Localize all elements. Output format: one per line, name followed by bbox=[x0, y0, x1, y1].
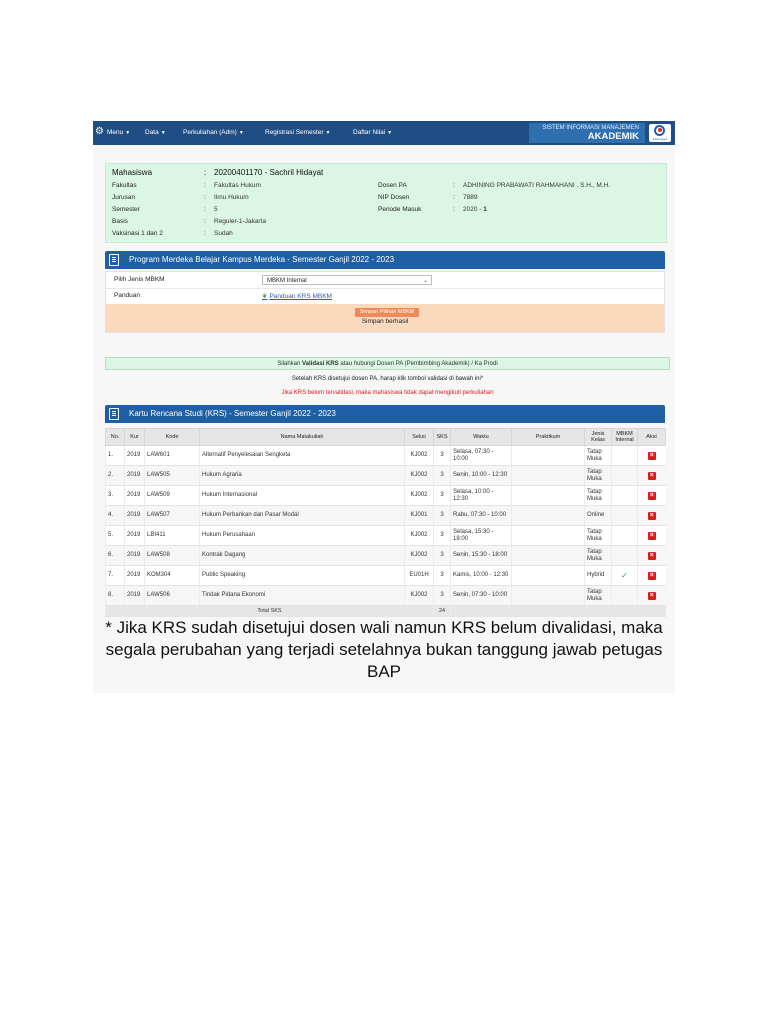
header-mbkm: MBKM Internal bbox=[612, 429, 638, 446]
panduan-label: Panduan bbox=[114, 292, 141, 299]
header-sks: SKS bbox=[434, 429, 451, 446]
screenshot-frame bbox=[93, 121, 675, 693]
student-info-panel bbox=[105, 163, 667, 243]
table-row bbox=[106, 586, 666, 606]
cell-kur: 2019 bbox=[125, 586, 145, 606]
cell-praktikum bbox=[512, 566, 585, 586]
cell-aksi bbox=[638, 546, 666, 566]
form-icon bbox=[109, 408, 119, 420]
cell-praktikum bbox=[512, 486, 585, 506]
colon: : bbox=[204, 194, 206, 201]
cell-sks: 3 bbox=[434, 466, 451, 486]
cell-nama: Tindak Pidana Ekonomi bbox=[200, 586, 405, 606]
header-jenis-kelas: Jenis Kelas bbox=[585, 429, 612, 446]
semester-label: Semester bbox=[112, 206, 140, 213]
nip-label: NIP Dosen bbox=[378, 194, 410, 201]
cell-kur: 2019 bbox=[125, 546, 145, 566]
mbkm-panel-body bbox=[105, 271, 665, 333]
cell-praktikum bbox=[512, 446, 585, 466]
colon: : bbox=[204, 230, 206, 237]
nav-perkuliahan[interactable] bbox=[183, 121, 244, 145]
cell-no: 4. bbox=[106, 506, 125, 526]
cell-waktu: Selasa, 15:30 - 18:00 bbox=[451, 526, 512, 546]
table-row bbox=[106, 566, 666, 586]
nav-perkuliahan-label: Perkuliahan (Adm) bbox=[183, 129, 237, 136]
cell-seksi: KJ002 bbox=[405, 486, 434, 506]
table-row bbox=[106, 526, 666, 546]
total-sks-label: Total SKS bbox=[106, 606, 434, 617]
total-row bbox=[106, 606, 666, 617]
cell-kode: LAW509 bbox=[145, 486, 200, 506]
colon: : bbox=[204, 218, 206, 225]
cell-no: 6. bbox=[106, 546, 125, 566]
panduan-link-text: Panduan KRS MBKM bbox=[269, 293, 332, 300]
nav-daftar-nilai-label: Daftar Nilai bbox=[353, 129, 386, 136]
cell-nama: Hukum Internasional bbox=[200, 486, 405, 506]
cell-aksi bbox=[638, 466, 666, 486]
cell-sks: 3 bbox=[434, 506, 451, 526]
colon: : bbox=[204, 182, 206, 189]
colon: : bbox=[204, 206, 206, 213]
cell-sks: 3 bbox=[434, 486, 451, 506]
panduan-link[interactable] bbox=[262, 292, 332, 300]
table-row bbox=[106, 546, 666, 566]
colon: : bbox=[453, 182, 455, 189]
cell-mbkm bbox=[612, 486, 638, 506]
periode-label: Periode Masuk bbox=[378, 206, 422, 213]
cell-jenis-kelas: Tatap Muka bbox=[585, 446, 612, 466]
krs-panel-title: Kartu Rencana Studi (KRS) - Semester Ganjil 2022 - 2023 bbox=[129, 409, 336, 418]
approval-note: Setelah KRS disetujui dosen PA, harap klik tombol validasi di bawah ini* bbox=[291, 376, 484, 382]
total-sks-value: 24 bbox=[434, 606, 451, 617]
colon: : bbox=[204, 168, 207, 177]
cell-kode: LAW508 bbox=[145, 546, 200, 566]
colon: : bbox=[453, 194, 455, 201]
cell-waktu: Selasa, 10:00 - 12:30 bbox=[451, 486, 512, 506]
warning-note: Jika KRS belum tervalidasi, maka mahasiswa tidak dapat mengikuti perkuliahan bbox=[281, 390, 494, 396]
cell-jenis-kelas: Hybrid bbox=[585, 566, 612, 586]
nav-registrasi-label: Registrasi Semester bbox=[265, 129, 324, 136]
delete-icon[interactable]: × bbox=[649, 591, 654, 599]
university-logo bbox=[649, 124, 671, 142]
cell-no: 1. bbox=[106, 446, 125, 466]
cell-waktu: Selasa, 07:30 - 10:00 bbox=[451, 446, 512, 466]
header-seksi: Seksi bbox=[405, 429, 434, 446]
cell-aksi bbox=[638, 506, 666, 526]
cell-seksi: EU01H bbox=[405, 566, 434, 586]
cell-kode: LAW506 bbox=[145, 586, 200, 606]
basis-value: Reguler-1-Jakarta bbox=[214, 218, 267, 225]
cell-nama: Public Speaking bbox=[200, 566, 405, 586]
cell-kur: 2019 bbox=[125, 566, 145, 586]
cell-praktikum bbox=[512, 546, 585, 566]
delete-icon[interactable]: × bbox=[649, 551, 654, 559]
leaf-icon: ❦ bbox=[262, 293, 268, 300]
jurusan-value: Ilmu Hukum bbox=[214, 194, 249, 201]
cell-nama: Kontrak Dagang bbox=[200, 546, 405, 566]
cell-waktu: Rabu, 07:30 - 10:00 bbox=[451, 506, 512, 526]
cell-waktu: Senin, 15:30 - 18:00 bbox=[451, 546, 512, 566]
system-name-line2: AKADEMIK bbox=[587, 131, 639, 142]
mbkm-panel-title: Program Merdeka Belajar Kampus Merdeka - Semester Ganjil 2022 - 2023 bbox=[129, 255, 395, 264]
cell-kode: LAW505 bbox=[145, 466, 200, 486]
cell-praktikum bbox=[512, 526, 585, 546]
menu-dropdown[interactable] bbox=[107, 121, 130, 145]
cell-aksi bbox=[638, 446, 666, 466]
cell-seksi: KJ002 bbox=[405, 466, 434, 486]
navbar bbox=[93, 121, 675, 145]
chevron-down-icon: ▼ bbox=[238, 130, 244, 136]
nav-data[interactable] bbox=[145, 121, 166, 145]
cell-mbkm bbox=[612, 506, 638, 526]
mbkm-type-label: Pilih Jenis MBKM bbox=[114, 276, 165, 283]
cell-jenis-kelas: Tatap Muka bbox=[585, 526, 612, 546]
header-kode: Kode bbox=[145, 429, 200, 446]
cell-sks: 3 bbox=[434, 546, 451, 566]
delete-icon[interactable]: × bbox=[649, 451, 654, 459]
cell-jenis-kelas: Tatap Muka bbox=[585, 546, 612, 566]
system-name bbox=[529, 123, 645, 143]
table-row bbox=[106, 486, 666, 506]
chevron-down-icon: ▼ bbox=[325, 130, 331, 136]
system-name-line1: SISTEM INFORMASI MANAJEMEN bbox=[542, 125, 639, 131]
header-aksi: Aksi bbox=[638, 429, 666, 446]
cell-waktu: Kamis, 10:00 - 12:30 bbox=[451, 566, 512, 586]
delete-icon[interactable]: × bbox=[649, 471, 654, 479]
cell-seksi: KJ001 bbox=[405, 506, 434, 526]
table-row bbox=[106, 466, 666, 486]
fakultas-label: Fakultas bbox=[112, 182, 137, 189]
cell-kur: 2019 bbox=[125, 526, 145, 546]
chevron-down-icon: ▼ bbox=[125, 130, 131, 136]
nav-registrasi[interactable] bbox=[265, 121, 330, 145]
cell-kode: KOM304 bbox=[145, 566, 200, 586]
vaksinasi-value: Sudah bbox=[214, 230, 233, 237]
vaksinasi-label: Vaksinasi 1 dan 2 bbox=[112, 230, 163, 237]
notice-bold: Validasi KRS bbox=[302, 361, 339, 367]
nip-value: 7889 bbox=[463, 194, 478, 201]
table-row bbox=[106, 446, 666, 466]
total-row-filler bbox=[451, 606, 666, 617]
semester-value: 5 bbox=[214, 206, 218, 213]
cell-waktu: Senin, 07:30 - 10:00 bbox=[451, 586, 512, 606]
cell-no: 2. bbox=[106, 466, 125, 486]
cell-no: 3. bbox=[106, 486, 125, 506]
cell-aksi bbox=[638, 586, 666, 606]
krs-panel-header bbox=[105, 405, 665, 423]
cell-no: 5. bbox=[106, 526, 125, 546]
check-icon: ✓ bbox=[612, 566, 638, 586]
cell-mbkm bbox=[612, 546, 638, 566]
menu-label: Menu bbox=[107, 129, 124, 136]
gear-icon[interactable]: ⚙ bbox=[95, 126, 104, 137]
cell-no: 8. bbox=[106, 586, 125, 606]
nav-daftar-nilai[interactable] bbox=[353, 121, 392, 145]
cell-nama: Hukum Perusahaan bbox=[200, 526, 405, 546]
krs-body bbox=[106, 446, 666, 617]
dosen-pa-value: ADHINING PRABAWATI RAHMAHANI , S.H., M.H. bbox=[463, 182, 611, 189]
krs-header-row bbox=[106, 429, 666, 446]
cell-aksi bbox=[638, 526, 666, 546]
jurusan-label: Jurusan bbox=[112, 194, 136, 201]
periode-value bbox=[463, 206, 487, 213]
logo-text: Esaunggul bbox=[652, 137, 668, 141]
cell-kur: 2019 bbox=[125, 466, 145, 486]
cell-sks: 3 bbox=[434, 566, 451, 586]
mbkm-type-select[interactable] bbox=[262, 275, 432, 285]
cell-seksi: KJ002 bbox=[405, 546, 434, 566]
cell-mbkm bbox=[612, 586, 638, 606]
cell-sks: 3 bbox=[434, 586, 451, 606]
fakultas-value: Fakultas Hukum bbox=[214, 182, 261, 189]
header-nama: Nama Matakuliah bbox=[200, 429, 405, 446]
colon: : bbox=[453, 206, 455, 213]
cell-jenis-kelas: Tatap Muka bbox=[585, 486, 612, 506]
cell-mbkm bbox=[612, 446, 638, 466]
cell-jenis-kelas: Tatap Muka bbox=[585, 466, 612, 486]
notice-suffix: atau hubungi Dosen PA (Pembimbing Akademik) / Ka Prodi bbox=[338, 361, 498, 367]
cell-sks: 3 bbox=[434, 526, 451, 546]
cell-praktikum bbox=[512, 506, 585, 526]
cell-praktikum bbox=[512, 466, 585, 486]
cell-aksi bbox=[638, 566, 666, 586]
delete-icon[interactable]: × bbox=[649, 571, 654, 579]
notice-prefix: Silahkan bbox=[277, 361, 302, 367]
cell-mbkm bbox=[612, 526, 638, 546]
cell-kur: 2019 bbox=[125, 506, 145, 526]
cell-aksi bbox=[638, 486, 666, 506]
cell-kur: 2019 bbox=[125, 486, 145, 506]
krs-table bbox=[105, 428, 666, 617]
chevron-down-icon: ▼ bbox=[387, 130, 393, 136]
cell-jenis-kelas: Online bbox=[585, 506, 612, 526]
header-kur: Kur bbox=[125, 429, 145, 446]
cell-jenis-kelas: Tatap Muka bbox=[585, 586, 612, 606]
mahasiswa-value: 20200401170 - Sachril Hidayat bbox=[214, 168, 324, 177]
save-mbkm-button[interactable]: Simpan Pilihan MBKM bbox=[355, 308, 419, 317]
cell-seksi: KJ002 bbox=[405, 586, 434, 606]
mahasiswa-label: Mahasiswa bbox=[112, 168, 153, 177]
periode-term: 1 bbox=[483, 206, 487, 213]
nav-data-label: Data bbox=[145, 129, 159, 136]
header-waktu: Waktu bbox=[451, 429, 512, 446]
cell-praktikum bbox=[512, 586, 585, 606]
mbkm-selected-option: MBKM Internal bbox=[267, 278, 307, 284]
header-praktikum: Praktikum bbox=[512, 429, 585, 446]
delete-icon[interactable]: × bbox=[649, 491, 654, 499]
cell-nama: Hukum Agraria bbox=[200, 466, 405, 486]
cell-nama: Hukum Perbankan dan Pasar Modal bbox=[200, 506, 405, 526]
cell-kode: LAW507 bbox=[145, 506, 200, 526]
dosen-pa-label: Dosen PA bbox=[378, 182, 407, 189]
cell-mbkm bbox=[612, 466, 638, 486]
header-no: No. bbox=[106, 429, 125, 446]
periode-year: 2020 - bbox=[463, 206, 484, 213]
form-icon bbox=[109, 254, 119, 266]
cell-seksi: KJ002 bbox=[405, 446, 434, 466]
mbkm-panel-header bbox=[105, 251, 665, 269]
chevron-down-icon: ▼ bbox=[160, 130, 166, 136]
cell-kur: 2019 bbox=[125, 446, 145, 466]
logo-dot bbox=[658, 128, 662, 132]
delete-icon[interactable]: × bbox=[649, 511, 654, 519]
validation-notice bbox=[105, 357, 670, 370]
save-status: Simpan berhasil bbox=[361, 318, 409, 325]
cell-seksi: KJ002 bbox=[405, 526, 434, 546]
panduan-row bbox=[106, 288, 664, 305]
disclaimer-text: * Jika KRS sudah disetujui dosen wali namun KRS belum divalidasi, maka segala perubahan yang terjadi setelahnya bukan tanggung jawab petugas BAP bbox=[105, 618, 663, 681]
cell-kode: LBI411 bbox=[145, 526, 200, 546]
cell-waktu: Senin, 10:00 - 12:30 bbox=[451, 466, 512, 486]
table-row bbox=[106, 506, 666, 526]
delete-icon[interactable]: × bbox=[649, 531, 654, 539]
cell-no: 7. bbox=[106, 566, 125, 586]
mbkm-type-row bbox=[106, 272, 664, 289]
cell-nama: Alternatif Penyelesaian Sengketa bbox=[200, 446, 405, 466]
basis-label: Basis bbox=[112, 218, 128, 225]
chevron-down-icon: ⌄ bbox=[422, 278, 428, 284]
cell-sks: 3 bbox=[434, 446, 451, 466]
save-area bbox=[106, 304, 664, 332]
cell-kode: LAW601 bbox=[145, 446, 200, 466]
